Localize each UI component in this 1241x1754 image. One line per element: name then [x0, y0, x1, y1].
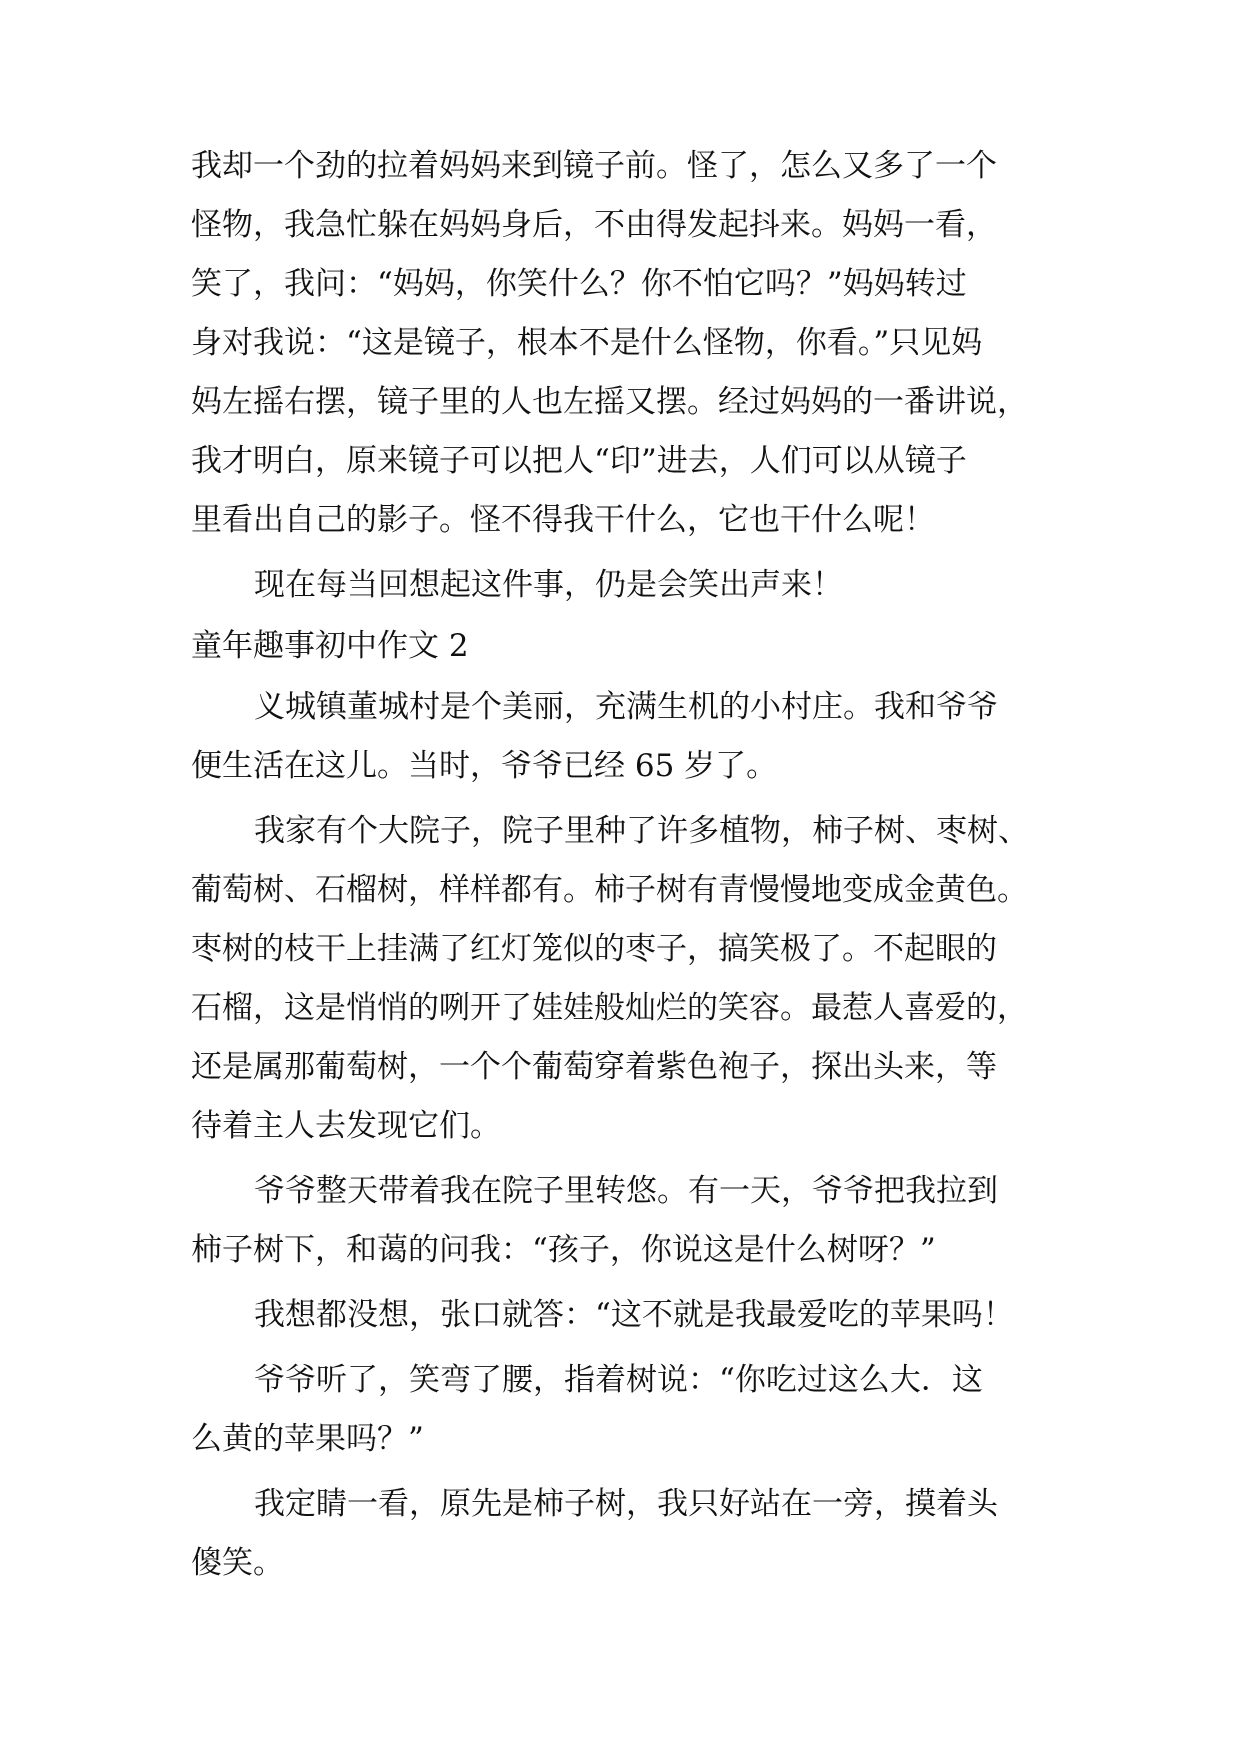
text-line: 么黄的苹果吗？” [191, 1421, 424, 1457]
text-line: 枣树的枝干上挂满了红灯笼似的枣子，搞笑极了。不起眼的 [191, 931, 997, 967]
text-line: 便生活在这儿。当时，爷爷已经 65 岁了。 [191, 748, 778, 784]
text-line: 待着主人去发现它们。 [191, 1108, 501, 1144]
text-line: 爷爷听了，笑弯了腰，指着树说：“你吃过这么大．这 [254, 1362, 983, 1398]
text-line: 笑了，我问：“妈妈，你笑什么？你不怕它吗？”妈妈转过 [191, 266, 967, 302]
text-line: 葡萄树、石榴树，样样都有。柿子树有青慢慢地变成金黄色。 [191, 872, 1028, 908]
text-line: 还是属那葡萄树，一个个葡萄穿着紫色袍子，探出头来，等 [191, 1049, 997, 1085]
text-line: 我家有个大院子，院子里种了许多植物，柿子树、枣树、 [254, 813, 1029, 849]
text-line: 柿子树下，和蔼的问我：“孩子，你说这是什么树呀？” [191, 1232, 936, 1268]
text-line: 义城镇董城村是个美丽，充满生机的小村庄。我和爷爷 [254, 689, 998, 725]
text-line: 怪物，我急忙躲在妈妈身后，不由得发起抖来。妈妈一看， [191, 207, 997, 243]
text-line: 现在每当回想起这件事，仍是会笑出声来！ [254, 567, 843, 603]
text-line: 身对我说：“这是镜子，根本不是什么怪物，你看。”只见妈 [191, 325, 983, 361]
text-line: 爷爷整天带着我在院子里转悠。有一天，爷爷把我拉到 [254, 1173, 998, 1209]
text-line: 我却一个劲的拉着妈妈来到镜子前。怪了，怎么又多了一个 [191, 148, 997, 184]
text-line: 石榴，这是悄悄的咧开了娃娃般灿烂的笑容。最惹人喜爱的， [191, 990, 1028, 1026]
text-line: 我定睛一看，原先是柿子树，我只好站在一旁，摸着头 [254, 1486, 998, 1522]
text-line: 妈左摇右摆，镜子里的人也左摇又摆。经过妈妈的一番讲说， [191, 384, 1028, 420]
text-line: 里看出自己的影子。怪不得我干什么，它也干什么呢！ [191, 502, 935, 538]
text-line: 我想都没想，张口就答：“这不就是我最爱吃的苹果吗！ [254, 1297, 1014, 1333]
text-line: 我才明白，原来镜子可以把人“印”进去，人们可以从镜子 [191, 443, 967, 479]
text-line: 傻笑。 [191, 1545, 284, 1581]
section-title: 童年趣事初中作文 2 [191, 628, 469, 664]
